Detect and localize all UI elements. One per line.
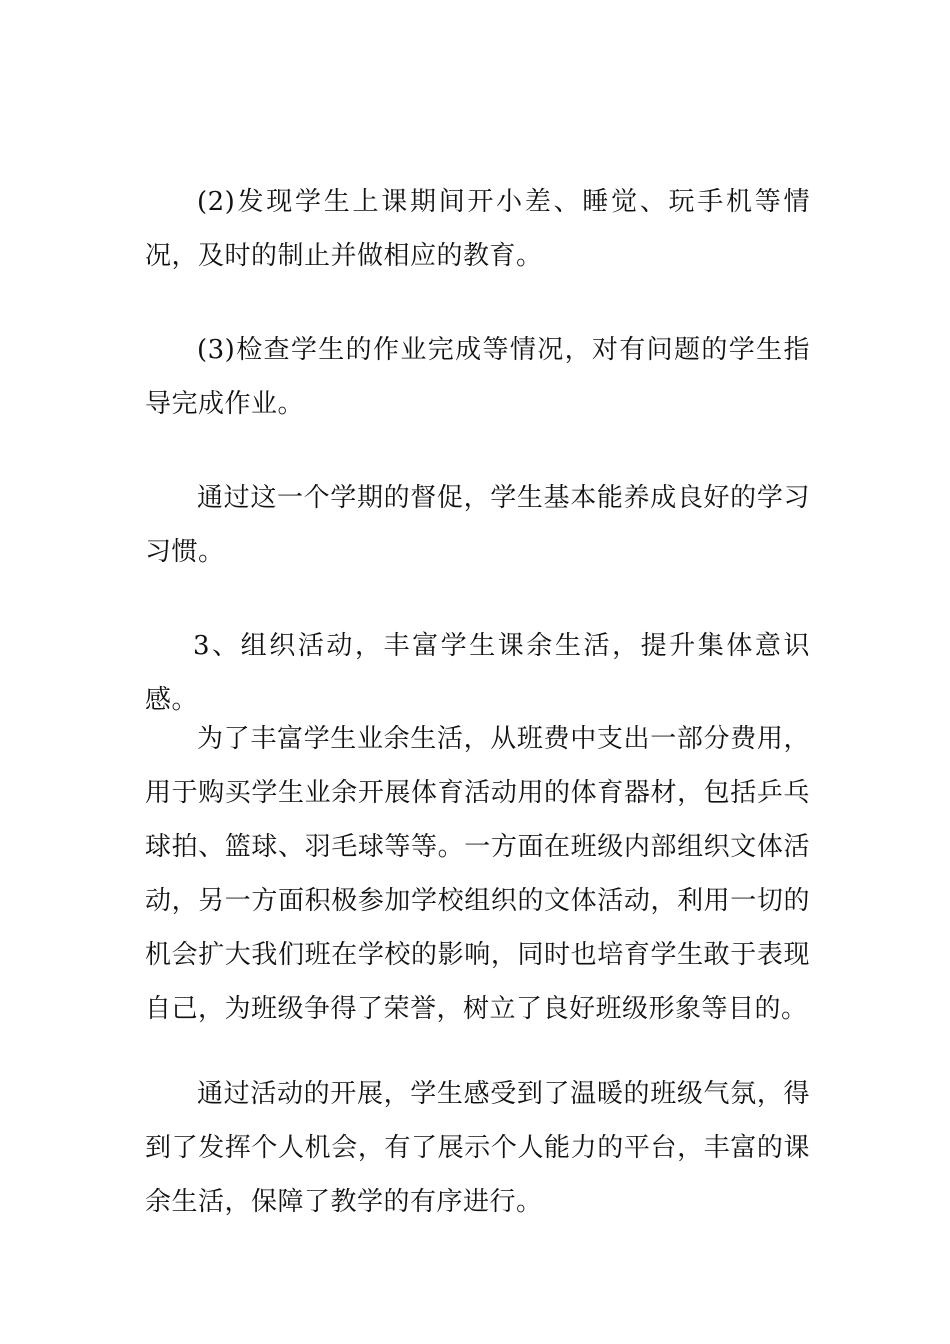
- paragraph-item-3: (3)检查学生的作业完成等情况，对有问题的学生指导完成作业。: [145, 335, 810, 419]
- paragraph-activities-detail: 为了丰富学生业余生活，从班费中支出一部分费用，用于购买学生业余开展体育活动用的体育器材，包括乒乓球拍、篮球、羽毛球等等。一方面在班级内部组织文体活动，另一方面积极参加学校组织的文体活动，利用一切的机会扩大我们班在学校的影响，同时也培育学生敢于表现自己，为班级争得了荣誉，树立了良好班级形象等目的。: [145, 724, 810, 1024]
- section-heading-activities: 3、组织活动，丰富学生课余生活，提升集体意识感。: [145, 631, 810, 715]
- paragraph-summary-habits: 通过这一个学期的督促，学生基本能养成良好的学习习惯。: [145, 483, 810, 567]
- paragraph-activities-result: 通过活动的开展，学生感受到了温暖的班级气氛，得到了发挥个人机会，有了展示个人能力的平台，丰富的课余生活，保障了教学的有序进行。: [145, 1079, 810, 1217]
- paragraph-item-2: (2)发现学生上课期间开小差、睡觉、玩手机等情况，及时的制止并做相应的教育。: [145, 187, 810, 271]
